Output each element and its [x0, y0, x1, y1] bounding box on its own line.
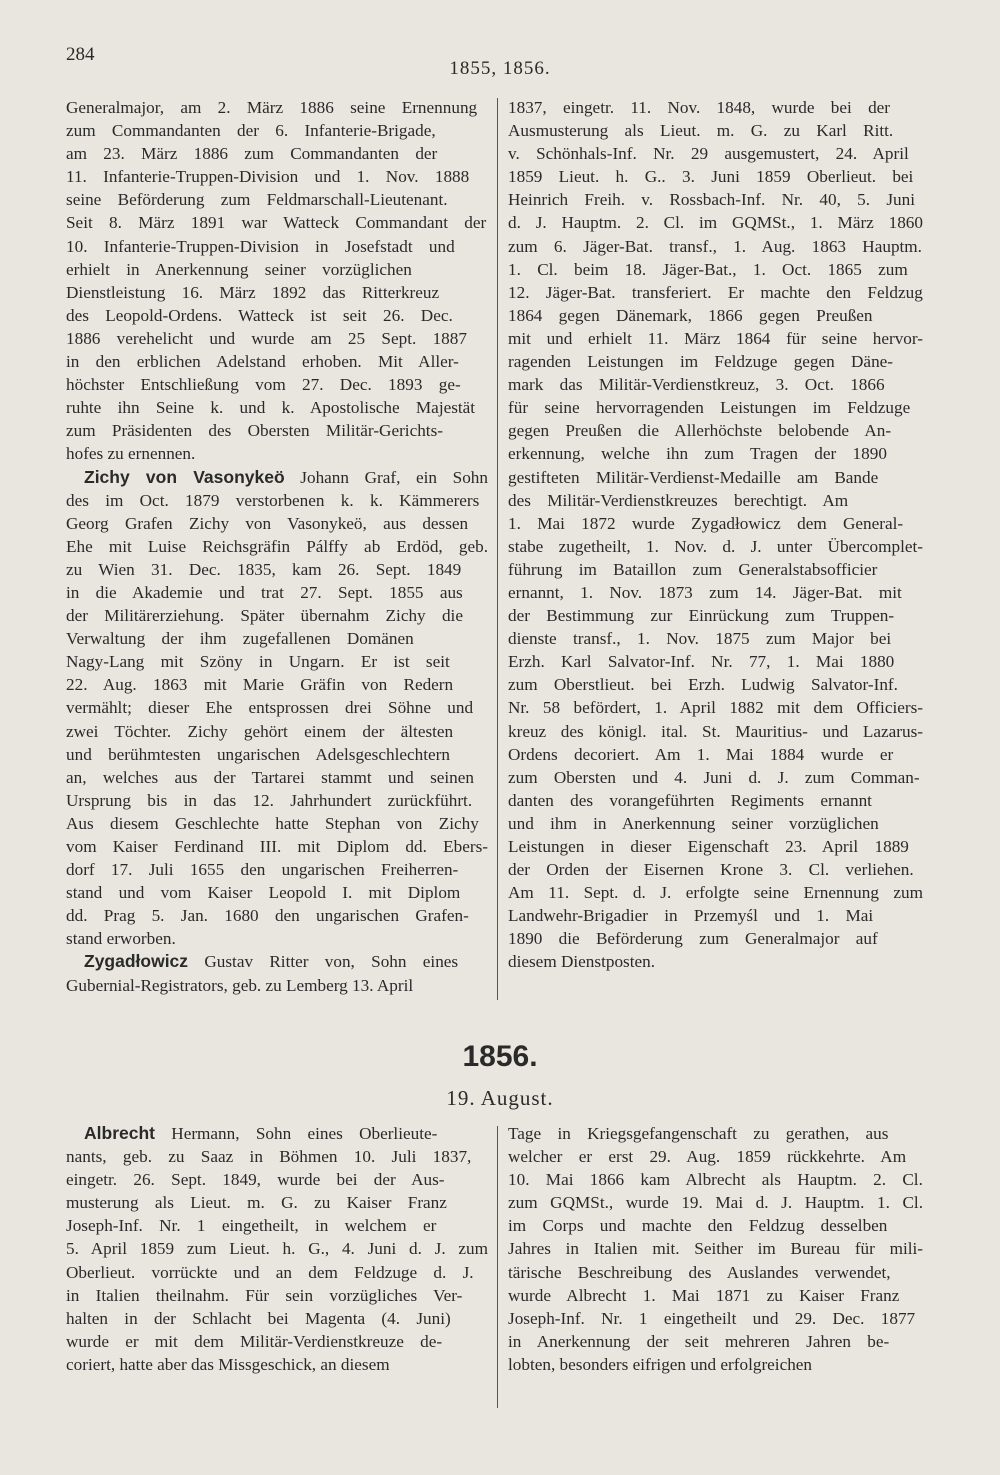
text-line: des im Oct. 1879 verstorbenen k. k. Kämmerers	[66, 490, 480, 510]
text-line: 5. April 1859 zum Lieut. h. G., 4. Juni d. J. zum	[66, 1239, 488, 1259]
watteck-entry-continuation	[66, 96, 488, 466]
entry-text: Johann Graf, ein Sohn	[284, 467, 488, 487]
text-line: Ehe mit Luise Reichsgräfin Pálffy ab Erdöd, geb.	[66, 536, 488, 556]
text-line: Erzh. Karl Salvator-Inf. Nr. 77, 1. Mai 1880	[508, 652, 895, 672]
text-line: in den erblichen Adelstand erhoben. Mit Aller-	[66, 352, 459, 372]
text-line: Aus diesem Geschlechte hatte Stephan von Zichy	[66, 813, 479, 833]
text-line: Seit 8. März 1891 war Watteck Commandant der	[66, 213, 487, 233]
text-line: in Italien theilnahm. Für sein vorzügliches Ver-	[66, 1285, 463, 1305]
text-line: dorf 17. Juli 1655 den ungarischen Freiherren-	[66, 860, 459, 880]
text-line: Gubernial-Registrators, geb. zu Lemberg 13. April	[66, 975, 414, 995]
page-number: 284	[66, 44, 95, 65]
text-line: Oberlieut. vorrückte und an dem Feldzuge d. J.	[66, 1262, 474, 1282]
text-line: mark das Militär-Verdienstkreuz, 3. Oct. 1866	[508, 375, 885, 395]
bottom-right-column	[508, 1122, 923, 1376]
text-line: gestifteten Militär-Verdienst-Medaille am Bande	[508, 467, 879, 487]
text-line: stand erworben.	[66, 929, 176, 949]
text-line: 11. Infanterie-Truppen-Division und 1. Nov. 1888	[66, 167, 470, 187]
entry-albrecht-body	[66, 1145, 488, 1376]
text-line: Dienstleistung 16. März 1892 das Ritterkreuz	[66, 282, 440, 302]
section-date-heading: 19. August.	[446, 1086, 554, 1110]
text-line: zum Commandanten der 6. Infanterie-Brigade,	[66, 121, 436, 141]
running-head: 1855, 1856.	[449, 58, 551, 79]
text-line: d. J. Hauptm. 2. Cl. im GQMSt., 1. März 1860	[508, 213, 923, 233]
text-line: im Corps und machte den Feldzug desselben	[508, 1216, 888, 1236]
text-line: wurde er mit dem Militär-Verdienstkreuze de-	[66, 1331, 443, 1351]
text-line: Verwaltung der ihm zugefallenen Domänen	[66, 629, 414, 649]
column-divider-bottom	[497, 1126, 498, 1408]
entry-zichy-first-line	[66, 466, 488, 489]
text-line: zu Wien 31. Dec. 1835, kam 26. Sept. 1849	[66, 559, 462, 579]
text-line: diesem Dienstposten.	[508, 952, 656, 972]
text-line: 1886 verehelicht und wurde am 25 Sept. 1887	[66, 328, 467, 348]
text-line: mit und erhielt 11. März 1864 für seine hervor-	[508, 328, 923, 348]
text-line: ernannt, 1. Nov. 1873 zum 14. Jäger-Bat. mit	[508, 582, 902, 602]
text-line: in die Akademie und trat 27. Sept. 1855 aus	[66, 582, 463, 602]
text-line: zum GQMSt., wurde 19. Mai d. J. Hauptm. 1. Cl.	[508, 1193, 923, 1213]
text-line: Tage in Kriegsgefangenschaft zu gerathen, aus	[508, 1124, 889, 1143]
text-line: seine Beförderung zum Feldmarschall-Lieutenant.	[66, 190, 448, 210]
text-line: nants, geb. zu Saaz in Böhmen 10. Juli 1837,	[66, 1147, 472, 1167]
text-line: Landwehr-Brigadier in Przemyśl und 1. Mai	[508, 906, 874, 926]
text-line: Leistungen in dieser Eigenschaft 23. April 1889	[508, 837, 909, 856]
entry-name-albrecht: Albrecht	[84, 1123, 155, 1143]
text-line: vermählt; dieser Ehe entsprossen drei Söhne und	[66, 698, 474, 718]
text-line: Ursprung bis in das 12. Jahrhundert zurückführt.	[66, 790, 473, 810]
text-line: zum Obersten und 4. Juni d. J. zum Comman-	[508, 767, 920, 787]
text-line: 10. Mai 1866 kam Albrecht als Hauptm. 2. Cl.	[508, 1170, 923, 1190]
text-line: Ordens decoriert. Am 1. Mai 1884 wurde er	[508, 744, 894, 764]
text-line: hofes zu ernennen.	[66, 444, 196, 464]
text-line: ragenden Leistungen im Feldzuge gegen Däne-	[508, 352, 894, 372]
entry-name-zichy: Zichy von Vasonykeö	[84, 466, 285, 487]
entry-zygadlowicz	[66, 950, 488, 996]
text-line: 10. Infanterie-Truppen-Division in Josefstadt und	[66, 236, 455, 256]
text-line: der Bestimmung zur Einrückung zum Truppen-	[508, 606, 895, 626]
text-line: vom Kaiser Ferdinand III. mit Diplom dd. Ebers-	[66, 837, 488, 856]
text-line: zum Oberstlieut. bei Erzh. Ludwig Salvator-Inf.	[508, 675, 898, 695]
text-line: kreuz des königl. ital. St. Mauritius- und Lazarus-	[508, 721, 923, 741]
text-line: Joseph-Inf. Nr. 1 eingetheilt und 29. Dec. 1877	[508, 1308, 916, 1328]
entry-zygadlowicz-first-line	[66, 950, 488, 973]
text-line: der Orden der Eisernen Krone 3. Cl. verliehen.	[508, 860, 914, 880]
text-line: wurde Albrecht 1. Mai 1871 zu Kaiser Franz	[508, 1285, 900, 1305]
entry-text: Gustav Ritter von, Sohn eines	[188, 952, 459, 972]
text-line: halten in der Schlacht bei Magenta (4. Juni)	[66, 1308, 451, 1328]
entry-albrecht	[66, 1122, 488, 1376]
text-line: welcher er erst 29. Aug. 1859 rückkehrte. Am	[508, 1147, 907, 1167]
text-line: höchster Entschließung vom 27. Dec. 1893 ge-	[66, 375, 461, 395]
text-line: führung im Bataillon zum Generalstabsofficier	[508, 559, 878, 579]
text-line: ruhte ihn Seine k. und k. Apostolische Majestät	[66, 398, 476, 418]
text-line: zwei Töchter. Zichy gehört einem der ältesten	[66, 721, 454, 741]
text-line: zum Präsidenten des Obersten Militär-Gerichts-	[66, 421, 443, 441]
text-line: Generalmajor, am 2. März 1886 seine Ernennung	[66, 98, 478, 117]
text-line: Am 11. Sept. d. J. erfolgte seine Ernennung zum	[508, 883, 923, 903]
text-line: Ausmusterung als Lieut. m. G. zu Karl Ritt.	[508, 121, 894, 141]
entry-zichy-body	[66, 489, 488, 951]
text-line: 1837, eingetr. 11. Nov. 1848, wurde bei der	[508, 98, 891, 117]
text-line: 1. Mai 1872 wurde Zygadłowicz dem General-	[508, 513, 904, 533]
text-line: erkennung, welche ihn zum Tragen der 1890	[508, 444, 887, 464]
text-line: musterung als Lieut. m. G. zu Kaiser Franz	[66, 1193, 447, 1213]
text-line: 1859 Lieut. h. G.. 3. Juni 1859 Oberlieut. bei	[508, 167, 914, 187]
text-line: Georg Grafen Zichy von Vasonykeö, aus dessen	[66, 513, 469, 533]
section-year-heading: 1856.	[462, 1040, 538, 1073]
zygadlowicz-entry-continuation	[508, 96, 923, 974]
text-line: lobten, besonders eifrigen und erfolgreichen	[508, 1354, 813, 1374]
text-line: am 23. März 1886 zum Commandanten der	[66, 144, 438, 164]
text-line: Nagy-Lang mit Szöny in Ungarn. Er ist seit	[66, 652, 450, 672]
text-line: zum 6. Jäger-Bat. transf., 1. Aug. 1863 Hauptm.	[508, 236, 922, 256]
entry-name-zygadlowicz: Zygadłowicz	[84, 951, 189, 972]
text-line: v. Schönhals-Inf. Nr. 29 ausgemustert, 24. April	[508, 144, 909, 164]
text-line: und ihm in Anerkennung seiner vorzüglichen	[508, 813, 879, 833]
text-line: Nr. 58 befördert, 1. April 1882 mit dem Officiers-	[508, 698, 923, 718]
text-line: des Leopold-Ordens. Watteck ist seit 26. Dec.	[66, 305, 453, 325]
text-line: 1. Cl. beim 18. Jäger-Bat., 1. Oct. 1865 zum	[508, 259, 908, 279]
albrecht-entry-continuation	[508, 1122, 923, 1376]
text-line: und berühmtesten ungarischen Adelsgeschlechtern	[66, 744, 450, 764]
text-line: an, welches aus der Tartarei stammt und seinen	[66, 767, 474, 787]
text-line: in Anerkennung der seit mehreren Jahren be-	[508, 1331, 890, 1351]
text-line: 22. Aug. 1863 mit Marie Gräfin von Redern	[66, 675, 454, 695]
text-line: gegen Preußen die Allerhöchste belobende An-	[508, 421, 892, 441]
text-line: Jahres in Italien mit. Seither im Bureau für mili-	[508, 1239, 923, 1259]
text-line: dd. Prag 5. Jan. 1680 den ungarischen Grafen-	[66, 906, 469, 926]
entry-zichy	[66, 466, 488, 951]
text-line: für seine hervorragenden Leistungen im Feldzuge	[508, 398, 911, 418]
text-line: tärische Beschreibung des Auslandes verwendet,	[508, 1262, 891, 1282]
bottom-left-column	[66, 1122, 488, 1376]
text-line: danten des vorangeführten Regiments ernannt	[508, 790, 872, 810]
text-line: dienste transf., 1. Nov. 1875 zum Major bei	[508, 629, 892, 649]
entry-text: Hermann, Sohn eines Oberlieute-	[154, 1124, 438, 1143]
text-line: des Militär-Verdienstkreuzes berechtigt. Am	[508, 490, 849, 510]
text-line: stand und vom Kaiser Leopold I. mit Diplom	[66, 883, 461, 903]
text-line: Heinrich Freih. v. Rossbach-Inf. Nr. 40, 5. Juni	[508, 190, 916, 210]
text-line: erhielt in Anerkennung seiner vorzüglichen	[66, 259, 412, 279]
text-line: eingetr. 26. Sept. 1849, wurde bei der Aus-	[66, 1170, 445, 1190]
top-right-column	[508, 96, 923, 974]
entry-zygadlowicz-body	[66, 974, 488, 997]
top-left-column	[66, 96, 488, 997]
text-line: 1864 gegen Dänemark, 1866 gegen Preußen	[508, 305, 873, 325]
text-line: der Militärerziehung. Später übernahm Zichy die	[66, 606, 463, 626]
text-line: Joseph-Inf. Nr. 1 eingetheilt, in welchem er	[66, 1216, 437, 1236]
text-line: stabe zugetheilt, 1. Nov. d. J. unter Übercomplet-	[508, 536, 923, 556]
text-line: 1890 die Beförderung zum Generalmajor auf	[508, 929, 878, 949]
text-line: coriert, hatte aber das Missgeschick, an diesem	[66, 1354, 390, 1374]
entry-albrecht-first-line	[66, 1122, 488, 1145]
text-line: 12. Jäger-Bat. transferiert. Er machte den Feldzug	[508, 282, 923, 302]
column-divider-top	[497, 98, 498, 1000]
